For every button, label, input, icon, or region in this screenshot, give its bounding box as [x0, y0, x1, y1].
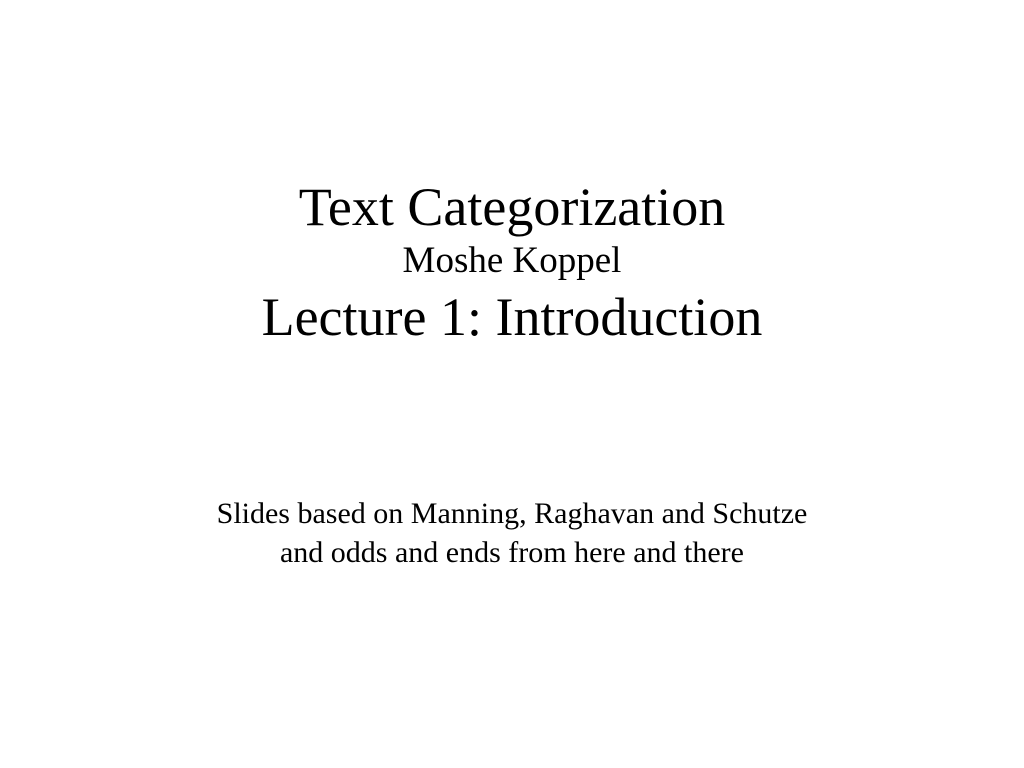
slide-title: Text Categorization [298, 177, 726, 237]
credits-block [0, 494, 1024, 572]
credits-line: and odds and ends from here and there [279, 536, 744, 569]
lecture-title: Lecture 1: Introduction [261, 287, 763, 347]
author-name: Moshe Koppel [402, 240, 622, 281]
title-block [0, 176, 1024, 350]
credits-line: Slides based on Manning, Raghavan and Schutze [216, 497, 808, 530]
